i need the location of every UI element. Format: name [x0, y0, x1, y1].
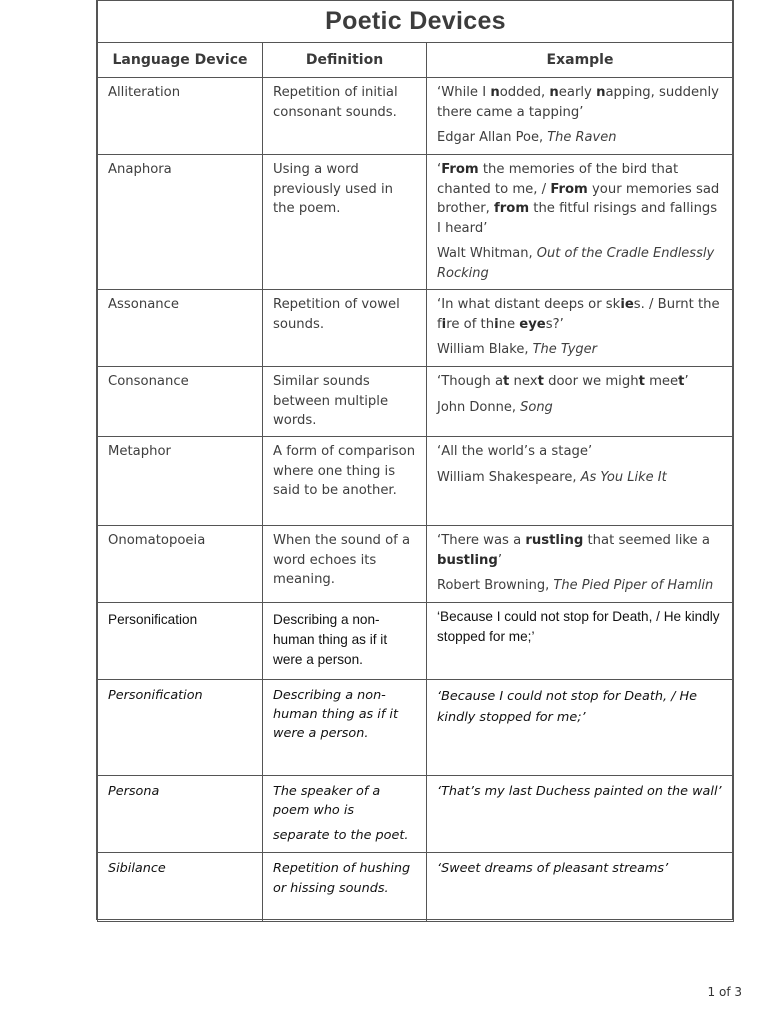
example-source: Edgar Allan Poe, The Raven	[437, 130, 617, 145]
title-cell	[98, 1, 734, 43]
device-cell: Metaphor	[98, 437, 263, 526]
device-cell: Assonance	[98, 290, 263, 367]
title-row	[98, 1, 734, 43]
device-cell: Alliteration	[98, 78, 263, 155]
device-cell: Personification	[98, 680, 263, 776]
definition-cell: When the sound of a word echoes its meaning.	[263, 526, 427, 603]
definition-line: separate to the poet.	[273, 828, 409, 843]
column-header-device: Language Device	[98, 43, 263, 78]
poetic-devices-table-container	[96, 0, 733, 920]
example-quote: ‘From the memories of the bird that chanted to me, / From your memories sad brother, from the fitful risings and fallings I heard’	[437, 162, 720, 236]
example-quote: ‘All the world’s a stage’	[437, 444, 593, 459]
column-header-definition: Definition	[263, 43, 427, 78]
example-cell: ‘Sweet dreams of pleasant streams’	[427, 853, 734, 922]
example-cell: ‘That’s my last Duchess painted on the wall’	[427, 776, 734, 853]
definition-cell: Repetition of initial consonant sounds.	[263, 78, 427, 155]
table-row	[98, 680, 734, 776]
example-quote: ‘While I nodded, nearly napping, suddenly there came a tapping’	[437, 85, 719, 120]
device-cell: Onomatopoeia	[98, 526, 263, 603]
definition-cell: Using a word previously used in the poem.	[263, 155, 427, 290]
example-cell	[427, 78, 734, 155]
table-row	[98, 526, 734, 603]
example-source: Walt Whitman, Out of the Cradle Endlessly Rocking	[437, 246, 715, 281]
column-header-example: Example	[427, 43, 734, 78]
table-row	[98, 437, 734, 526]
definition-cell: A form of comparison where one thing is said to be another.	[263, 437, 427, 526]
table-row	[98, 155, 734, 290]
table-row	[98, 776, 734, 853]
example-source: Robert Browning, The Pied Piper of Hamlin	[437, 578, 714, 593]
example-cell	[427, 367, 734, 437]
device-cell: Anaphora	[98, 155, 263, 290]
definition-cell: Describing a non-human thing as if it were a person.	[263, 680, 427, 776]
header-row	[98, 43, 734, 78]
example-quote: ‘In what distant deeps or skies. / Burnt the fire of thine eyes?’	[437, 297, 720, 332]
example-cell	[427, 437, 734, 526]
device-cell: Persona	[98, 776, 263, 853]
table-row	[98, 290, 734, 367]
example-cell	[427, 155, 734, 290]
table-row	[98, 78, 734, 155]
poetic-devices-table	[97, 0, 734, 922]
definition-cell: Repetition of vowel sounds.	[263, 290, 427, 367]
example-source: John Donne, Song	[437, 399, 553, 415]
example-cell	[427, 526, 734, 603]
table-row	[98, 367, 734, 437]
device-cell: Personification	[98, 603, 263, 680]
page-title: Poetic Devices	[325, 7, 506, 35]
example-cell: ‘Because I could not stop for Death, / He kindly stopped for me;’	[427, 680, 734, 776]
table-row	[98, 853, 734, 922]
definition-cell: Describing a non-human thing as if it were a person.	[263, 603, 427, 680]
example-quote: ‘There was a rustling that seemed like a bustling’	[437, 533, 710, 568]
device-cell: Consonance	[98, 367, 263, 437]
definition-cell: Repetition of hushing or hissing sounds.	[263, 853, 427, 922]
example-cell: ‘Because I could not stop for Death, / He kindly stopped for me;’	[427, 603, 734, 680]
definition-cell: Similar sounds between multiple words.	[263, 367, 427, 437]
definition-cell	[263, 776, 427, 853]
example-source: William Shakespeare, As You Like It	[437, 469, 667, 485]
example-source: William Blake, The Tyger	[437, 342, 598, 357]
table-row	[98, 603, 734, 680]
page-number: 1 of 3	[707, 985, 742, 999]
example-cell	[427, 290, 734, 367]
example-quote: ‘Though at next door we might meet’	[437, 374, 689, 389]
definition-line: The speaker of a poem who is	[273, 784, 381, 818]
device-cell: Sibilance	[98, 853, 263, 922]
